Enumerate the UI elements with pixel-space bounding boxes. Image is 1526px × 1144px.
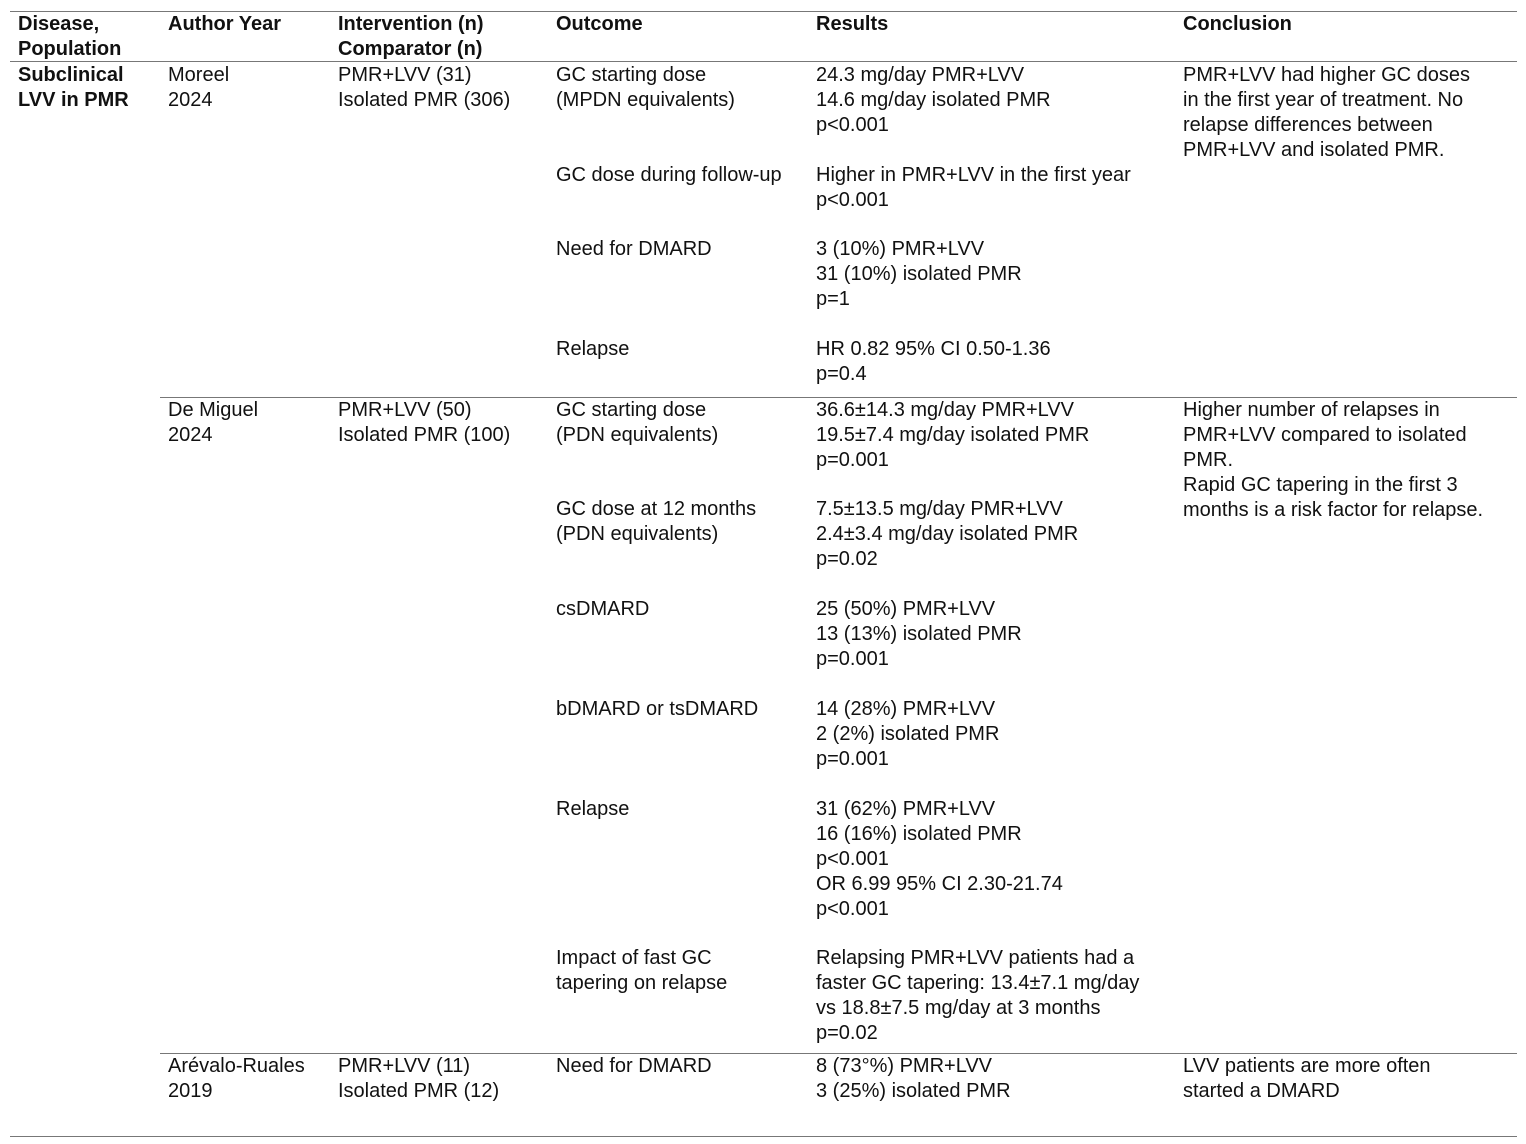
- result-cell: 8 (73°%) PMR+LVV 3 (25%) isolated PMR: [816, 1055, 1011, 1102]
- header-disease: Disease, Population: [18, 13, 122, 60]
- intervention-comparator-cell: PMR+LVV (31) Isolated PMR (306): [338, 64, 511, 111]
- outcome-cell: GC starting dose (PDN equivalents): [556, 399, 719, 446]
- conclusion-cell: LVV patients are more often started a DMARD: [1183, 1055, 1431, 1102]
- outcome-cell: GC starting dose (MPDN equivalents): [556, 64, 735, 111]
- result-cell: HR 0.82 95% CI 0.50-1.36 p=0.4: [816, 338, 1051, 385]
- result-cell: 36.6±14.3 mg/day PMR+LVV 19.5±7.4 mg/day isolated PMR p=0.001: [816, 399, 1090, 471]
- outcome-cell: Impact of fast GC tapering on relapse: [556, 947, 728, 994]
- conclusion-cell: Higher number of relapses in PMR+LVV compared to isolated PMR. Rapid GC tapering in the first 3 months is a risk factor for relapse.: [1183, 399, 1484, 521]
- outcome-cell: csDMARD: [556, 598, 650, 620]
- header-author: Author Year: [168, 13, 281, 35]
- header-results: Results: [816, 13, 889, 35]
- result-cell: 31 (62%) PMR+LVV 16 (16%) isolated PMR p<0.001 OR 6.99 95% CI 2.30-21.74 p<0.001: [816, 798, 1063, 920]
- header-outcome: Outcome: [556, 13, 643, 35]
- result-cell: Higher in PMR+LVV in the first year p<0.001: [816, 164, 1131, 211]
- conclusion-cell: PMR+LVV had higher GC doses in the first year of treatment. No relapse differences between PMR+LVV and isolated PMR.: [1183, 64, 1471, 161]
- outcome-cell: GC dose at 12 months (PDN equivalents): [556, 498, 757, 545]
- outcome-cell: Need for DMARD: [556, 238, 712, 260]
- result-cell: 3 (10%) PMR+LVV 31 (10%) isolated PMR p=1: [816, 238, 1022, 310]
- population-cell: Subclinical LVV in PMR: [18, 64, 129, 111]
- intervention-comparator-cell: PMR+LVV (11) Isolated PMR (12): [338, 1055, 500, 1102]
- result-cell: Relapsing PMR+LVV patients had a faster GC tapering: 13.4±7.1 mg/day vs 18.8±7.5 mg/day at 3 months p=0.02: [816, 947, 1140, 1044]
- author-year-cell: Arévalo-Ruales 2019: [168, 1055, 305, 1102]
- result-cell: 25 (50%) PMR+LVV 13 (13%) isolated PMR p=0.001: [816, 598, 1022, 670]
- author-year-cell: De Miguel 2024: [168, 399, 259, 446]
- result-cell: 24.3 mg/day PMR+LVV 14.6 mg/day isolated PMR p<0.001: [816, 64, 1051, 136]
- intervention-comparator-cell: PMR+LVV (50) Isolated PMR (100): [338, 399, 511, 446]
- header-conclusion: Conclusion: [1183, 13, 1292, 35]
- author-year-cell: Moreel 2024: [168, 64, 230, 111]
- outcome-cell: GC dose during follow-up: [556, 164, 782, 186]
- outcome-cell: bDMARD or tsDMARD: [556, 698, 759, 720]
- header-intervention: Intervention (n) Comparator (n): [338, 13, 484, 60]
- outcome-cell: Relapse: [556, 798, 630, 820]
- header-rule: [10, 61, 1517, 62]
- outcome-cell: Need for DMARD: [556, 1055, 712, 1077]
- result-cell: 14 (28%) PMR+LVV 2 (2%) isolated PMR p=0.001: [816, 698, 1000, 770]
- result-cell: 7.5±13.5 mg/day PMR+LVV 2.4±3.4 mg/day isolated PMR p=0.02: [816, 498, 1079, 570]
- outcome-cell: Relapse: [556, 338, 630, 360]
- bottom-rule: [10, 1136, 1517, 1137]
